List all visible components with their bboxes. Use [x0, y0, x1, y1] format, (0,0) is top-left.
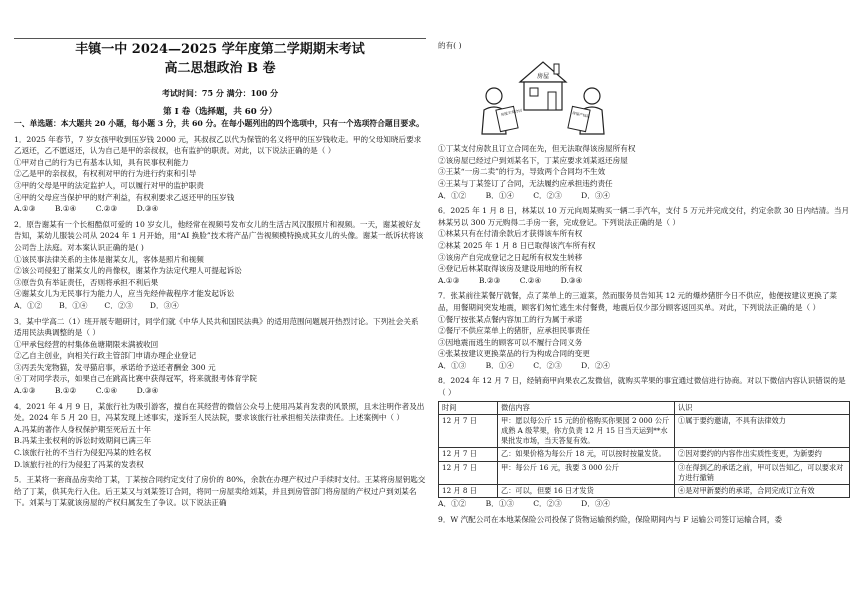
option-line: ④王某与丁某签订了合同，无法履约应承担违约责任	[438, 178, 613, 188]
option-line: ①甲对自己的行为已有基本认知，具有民事权利能力	[14, 157, 189, 167]
option-line: ②乙自主创业，向相关行政主管部门申请办理企业登记	[14, 351, 197, 361]
question-stem: 4．2021 年 4 月 9 日，某旅行社为吸引游客，擅自在其经营的微信公众号上使用冯某肖发表的风景照，且未注明作者及出处。2024 年 5 月 20 日，冯某发现上述事实，遂诉至人民法院，要求该旅行社承担相关法律责任。上述案例中（ ）	[14, 401, 425, 423]
option-line: ①丁某支付房款且订立合同在先，但无法取得该房屋所有权	[438, 144, 636, 154]
question-1	[14, 134, 426, 215]
question-9	[438, 514, 850, 526]
house-contract-drawing	[468, 56, 618, 136]
answer-choices: A.①③ B.①④ C.②③ D.③④	[14, 204, 159, 214]
table-header-row	[439, 401, 850, 414]
question-stem: 6．2025 年 1 月 8 日，林某以 10 万元向周某购买一辆二手汽车，支付 5 万元并完成交付，约定余款 30 日内结清。当月林某另以 300 万元购得二手房一套，完成登记。下列说法正确的是（ ）	[438, 206, 850, 227]
table-row	[439, 414, 850, 448]
table-cell-note: ③在得到乙的承诺之前，甲可以告知乙，可以要求对方进行撤销	[675, 461, 850, 484]
option-line: ②餐厅不供应菜单上的猪肝，应承担民事责任	[438, 326, 590, 336]
option-line: ③该房产自完成登记之日起所有权发生转移	[438, 252, 583, 262]
question-6	[438, 205, 850, 286]
question-stem: 3．某中学高二（1）班开展专题研讨，同学们就《中华人民共和国民法典》的适用范围问题展开热烈讨论。下列社会关系适用民法典调整的是（ ）	[14, 316, 419, 338]
table-row	[439, 461, 850, 484]
table-cell-content: 乙：如果价格为每公斤 18 元，可以按时按量发货。	[498, 448, 675, 461]
answer-choices: A.①③ B.②③ C.②④ D.③④	[438, 275, 583, 285]
table-header-cell: 微信内容	[498, 401, 675, 414]
right-column	[438, 40, 850, 525]
question-stem: 8．2024 年 12 月 7 日，经销商甲向果农乙发微信，就购买苹果的事宜通过微信进行协商。对以下微信内容认识错误的是（ ）	[438, 376, 846, 398]
question-stem: 9．W 汽配公司在本地某保险公司投保了货物运输预约险，保险期间内与 F 运输公司签订运输合同，委	[438, 514, 783, 524]
option-line: ②该房屋已经过户到刘某名下，丁某应要求刘某返还房屋	[438, 155, 628, 165]
table-cell-time: 12 月 7 日	[439, 461, 498, 484]
option-line: ③王某“一房二卖”的行为，导致两个合同均不生效	[438, 167, 606, 177]
option-line: ③丙丢失宠物猫，发寻猫启事，承诺给予送还者酬金 300 元	[14, 362, 216, 372]
question-5	[14, 474, 426, 509]
option-line: ③因地震而逃生的顾客可以不履行合同义务	[438, 337, 583, 347]
part-title: 第 Ⅰ 卷（选择题，共 60 分）	[163, 107, 277, 117]
answer-choices: A．①② B．①④ C．②③ D．③④	[14, 300, 179, 310]
house-sign-label: 房屋	[536, 72, 550, 80]
option-line: ②林某 2025 年 1 月 8 日已取得该汽车所有权	[438, 240, 596, 250]
question-stem: 7．张某前往某餐厅就餐，点了菜单上的三道菜，然而服务员告知其 12 元的爆炒猪肝今日不供应，他便按建议更换了菜品，用餐期间突发地震，顾客们匆忙逃生未付餐费，地震后仅少部分顾客返回买单。对此，下列说法正确的是（ ）	[438, 291, 838, 312]
question-8	[438, 375, 850, 509]
table-row	[439, 485, 850, 498]
table-header-cell: 认识	[675, 401, 850, 414]
option-line: ①甲承包经营的村集体鱼塘期限未满被收回	[14, 339, 159, 349]
doc-left-label: 房屋买卖合同	[500, 108, 523, 117]
table-row	[439, 448, 850, 461]
table-cell-note: ①属于要约邀请，不具有法律效力	[675, 414, 850, 448]
question-stem-continued: 的有( )	[438, 41, 462, 50]
exam-subtitle: 高二思想政治 B 卷	[164, 61, 276, 76]
wechat-table	[438, 401, 850, 499]
option-line: ①林某只有在付清余款后才获得该车所有权	[438, 229, 583, 239]
option-line: ②该公司侵犯了谢某女儿的肖像权，谢某作为法定代理人可提起诉讼	[14, 266, 242, 276]
question-7	[438, 290, 850, 371]
exam-info: 考试时间：75 分 满分：100 分	[161, 88, 279, 98]
table-header-cell: 时间	[439, 401, 498, 414]
option-line: B.冯某主张权利的诉讼时效期间已满三年	[14, 436, 152, 446]
question-stem: 2．原告谢某有一个长相酷似可爱的 10 岁女儿，他经常在视频号发布女儿的生活古风汉服照片和视频。一天，谢某被好友告知，某幼儿服装公司从 2024 年 1 月开始，用“AI 换脸”技术将产品广告视频模特换成其女儿的头像。谢某一纸诉状将该公司告上法庭。对本案认识正确的是( )	[14, 219, 424, 252]
option-line: ③甲的父母是甲的法定监护人，可以履行对甲的监护职责	[14, 180, 204, 190]
doc-right-label: 房屋产权证	[571, 110, 591, 119]
house-dispute-illustration	[468, 56, 850, 140]
option-line: ④丁对同学表示，如果自己在跳高比赛中获得冠军，将来就报考体育学院	[14, 374, 257, 384]
table-cell-note: ④是对甲新要约的承诺，合同完成订立有效	[675, 485, 850, 498]
option-line: ④张某按建议更换菜品的行为构成合同的变更	[438, 349, 590, 359]
question-2	[14, 219, 426, 312]
question-4	[14, 401, 426, 471]
question-stem: 1．2025 年春节，7 岁女孩甲收到压岁钱 2000 元，其叔叔乙以代为保管的名义将甲的压岁钱收走。甲的父母知晓后要求乙返还，乙不愿返还，认为自己是甲的亲叔叔，也有监护的职责。对此，以下说法正确的是（ ）	[14, 134, 422, 156]
section-instructions: 一、单选题：本大题共 20 小题，每小题 3 分，共 60 分。在每小题列出的四个选项中，只有一个选项符合题目要求。	[14, 119, 424, 128]
option-line: ②乙是甲的亲叔叔，有权利对甲的行为进行约束和引导	[14, 169, 197, 179]
question-3	[14, 316, 426, 397]
table-cell-content: 甲：愿以每公斤 15 元的价格购买你果园 2 000 公斤成熟 A 级苹果，你方负责 12 月 15 日当天运到**水果批发市场，当天答复有效。	[498, 414, 675, 448]
table-cell-time: 12 月 7 日	[439, 414, 498, 448]
table-cell-content: 乙：可以，但要 16 日才发货	[498, 485, 675, 498]
answer-choices: A．①② B．①④ C．②③ D．③④	[438, 190, 611, 200]
option-line: C.该旅行社的不当行为侵犯冯某的姓名权	[14, 448, 152, 458]
option-line: ④登记后林某取得该房及建设用地的所有权	[438, 264, 583, 274]
answer-choices: A．①③ B．①④ C．②③ D．②④	[438, 360, 611, 370]
answer-choices: A.①③ B.①② C.①④ D.③④	[14, 386, 159, 396]
option-line: ③原告负有举证责任，否则将承担不利后果	[14, 277, 159, 287]
question-5-options	[438, 143, 850, 201]
header-rule	[14, 38, 426, 39]
option-line: ①该民事法律关系的主体是谢某女儿，客体是照片和视频	[14, 254, 204, 264]
table-cell-note: ②因对要约的内容作出实质性变更，为新要约	[675, 448, 850, 461]
answer-choices: A．①② B．①③ C．②③ D．③④	[438, 499, 611, 509]
table-cell-time: 12 月 7 日	[439, 448, 498, 461]
option-line: ④甲的父母应当保护甲的财产利益，有权利要求乙返还甲的压岁钱	[14, 192, 235, 202]
exam-title: 丰镇一中 2024—2025 学年度第二学期期末考试	[75, 42, 365, 57]
table-cell-time: 12 月 8 日	[439, 485, 498, 498]
table-cell-content: 甲：每公斤 16 元，我要 3 000 公斤	[498, 461, 675, 484]
option-line: A.冯某的著作人身权保护期至死后五十年	[14, 424, 151, 434]
left-column	[14, 40, 426, 509]
option-line: ①餐厅按张某点餐内容加工的行为属于承诺	[438, 314, 583, 324]
question-stem: 5．王某将一套商品房卖给丁某，丁某按合同约定支付了房价的 80%，余款在办理产权过户手续时支付。王某将房屋钥匙交给了丁某，供其先行入住。后王某又与刘某签订合同，将同一房屋卖给刘某，并且到房管部门将房屋的产权过户到刘某名下。刘某与丁某就该房屋的产权归属发生了争议。以下说法正确	[14, 475, 426, 508]
option-line: ④谢某女儿为无民事行为能力人，应当先经仲裁程序才能发起诉讼	[14, 289, 235, 299]
option-line: D.该旅行社的行为侵犯了冯某的发表权	[14, 459, 144, 469]
